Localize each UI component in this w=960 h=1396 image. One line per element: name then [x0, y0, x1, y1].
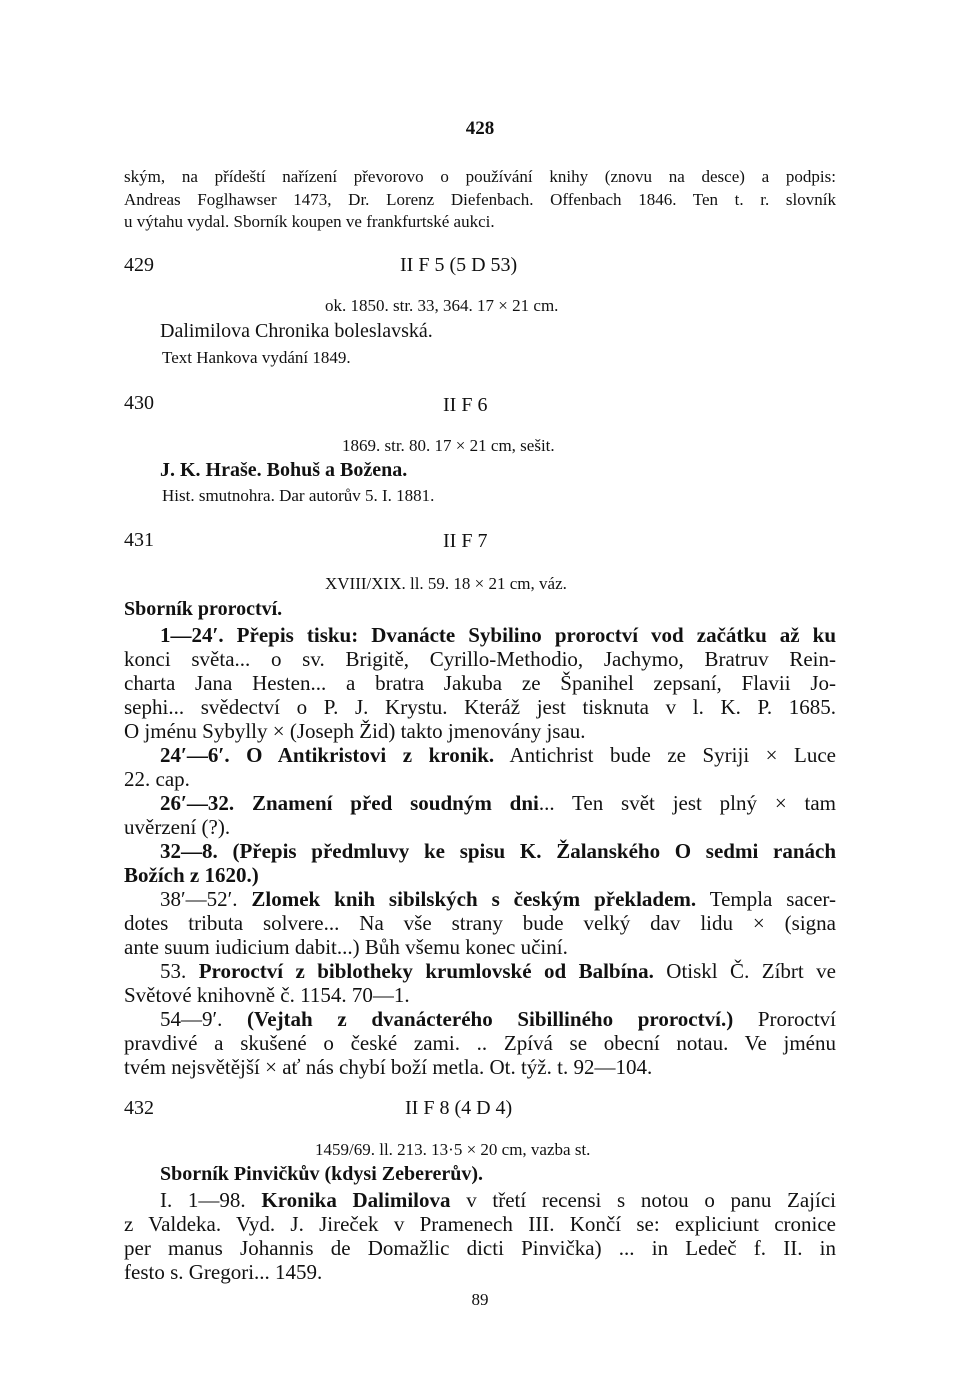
entry-signature: II F 5 (5 D 53)	[400, 254, 518, 276]
entry-title: Sborník Pinvičkův (kdysi Zebererův).	[160, 1163, 484, 1185]
body-line: sephi... svědectví o P. J. Krystu. Kteráž jest tisknuta v l. K. P. 1685.	[124, 695, 836, 719]
intro-line-3: u výtahu vydal. Sborník koupen ve frankfurtské aukci.	[124, 212, 495, 231]
entry-number: 430	[124, 392, 154, 414]
body-line: O jménu Sybylly × (Joseph Žid) takto jmenovány jsau.	[124, 719, 586, 743]
entry-signature: II F 7	[443, 530, 488, 552]
entry-note: Hist. smutnohra. Dar autorův 5. I. 1881.	[162, 486, 435, 505]
body-line: ante suum iudicium dabit...) Bůh všemu konec učiní.	[124, 935, 568, 959]
body-line: Božích z 1620.)	[124, 863, 259, 887]
body-line: per manus Johannis de Domažlic dicti Pinvička) ... in Ledeč f. II. in	[124, 1236, 836, 1260]
body-line: festo s. Gregori... 1459.	[124, 1260, 323, 1284]
entry-signature: II F 6	[443, 394, 488, 416]
body-line: konci světa... o sv. Brigitě, Cyrillo-Methodio, Jachymo, Bratruv Rein-	[124, 647, 836, 671]
entry-title: Sborník proroctví.	[124, 598, 283, 620]
body-line: 38′—52′. Zlomek knih sibilských s českým překladem. Templa sacer-	[160, 887, 837, 911]
body-line: 22. cap.	[124, 767, 190, 791]
entry-title: J. K. Hraše. Bohuš a Božena.	[160, 459, 408, 481]
body-line: pravdivé a skušené o české zami. .. Zpívá se obecní notau. Ve jménu	[124, 1031, 836, 1055]
page-number-top: 428	[465, 118, 495, 139]
body-line: 1—24′. Přepis tisku: Dvanácte Sybilino proroctví vod začátku až ku	[160, 623, 836, 647]
body-line: z Valdeka. Vyd. J. Jireček v Pramenech III. Končí se: expliciunt cronice	[124, 1212, 836, 1236]
entry-number: 432	[124, 1097, 154, 1119]
entry-meta: 1869. str. 80. 17 × 21 cm, sešit.	[342, 436, 555, 455]
body-line: uvěrzení (?).	[124, 815, 231, 839]
entry-title: Dalimilova Chronika boleslavská.	[160, 320, 433, 342]
body-line: 53. Proroctví z biblotheky krumlovské od Balbína. Otiskl Č. Zíbrt ve	[160, 959, 836, 983]
body-line: I. 1—98. Kronika Dalimilova v třetí recensi s notou o panu Zajíci	[160, 1188, 837, 1212]
entry-signature: II F 8 (4 D 4)	[405, 1097, 513, 1119]
body-line: tvém nejsvětější × ať nás chybí boží metla. Ot. týž. t. 92—104.	[124, 1055, 653, 1079]
entry-meta: 1459/69. ll. 213. 13·5 × 20 cm, vazba st.	[315, 1140, 591, 1159]
body-line: 54—9′. (Vejtah z dvanácterého Sibilliného proroctví.) Proroctví	[160, 1007, 837, 1031]
entry-note: Text Hankova vydání 1849.	[162, 348, 351, 367]
entry-number: 431	[124, 529, 154, 551]
entry-meta: ok. 1850. str. 33, 364. 17 × 21 cm.	[325, 296, 559, 315]
body-line: charta Jana Hesten... a bratra Jakuba ze Španihel zepsaní, Flavii Jo-	[124, 671, 836, 695]
body-line: dotes tributa solvere... Na vše strany bude velký dav lidu × (signa	[124, 911, 836, 935]
intro-line-1: ským, na přídeští nařízení převorovo o používání knihy (znovu na desce) a podpis:	[124, 167, 836, 186]
intro-line-2: Andreas Foglhawser 1473, Dr. Lorenz Diefenbach. Offenbach 1846. Ten t. r. slovník	[124, 190, 836, 209]
entry-number: 429	[124, 254, 154, 276]
page-number-bottom: 89	[471, 1290, 489, 1309]
entry-meta: XVIII/XIX. ll. 59. 18 × 21 cm, váz.	[325, 574, 567, 593]
body-line: 26′—32. Znamení před soudným dni... Ten svět jest plný × tam	[160, 791, 836, 815]
body-line: Světové knihovně č. 1154. 70—1.	[124, 983, 410, 1007]
body-line: 24′—6′. O Antikristovi z kronik. Antichrist bude ze Syriji × Luce	[160, 743, 836, 767]
body-line: 32—8. (Přepis předmluvy ke spisu K. Žalanského O sedmi ranách	[160, 839, 836, 863]
